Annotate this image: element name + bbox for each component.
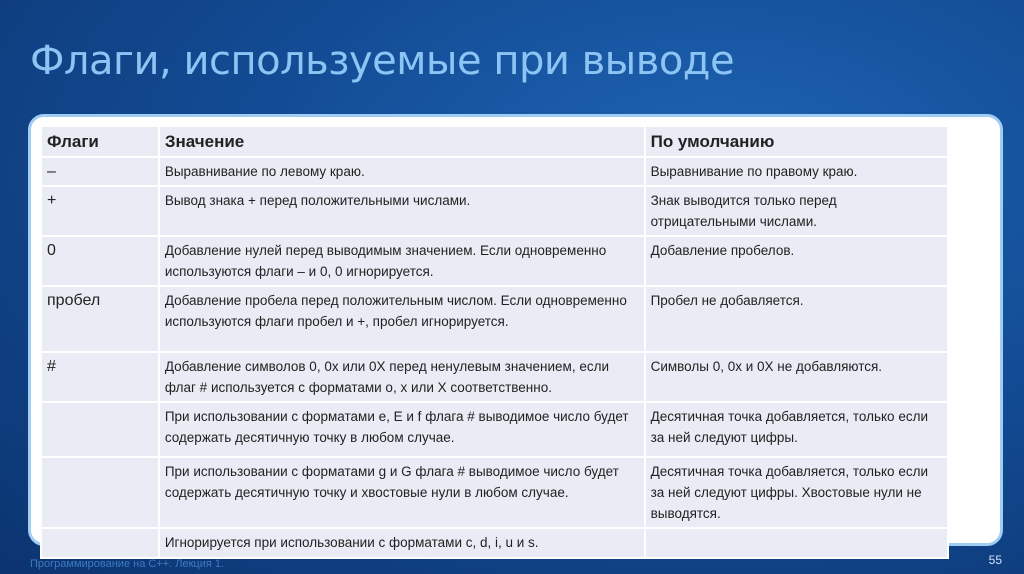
value-cell: Вывод знака + перед положительными числами.: [159, 186, 645, 236]
default-cell: Добавление пробелов.: [645, 236, 948, 286]
flag-cell: 0: [41, 236, 159, 286]
flag-cell: [41, 402, 159, 457]
flag-cell: пробел: [41, 286, 159, 352]
table-row: [41, 157, 948, 186]
header-value: Значение: [159, 126, 645, 157]
flag-cell: #: [41, 352, 159, 402]
value-cell: Добавление нулей перед выводимым значением. Если одновременно используются флаги – и 0, 0 игнорируется.: [159, 236, 645, 286]
default-cell: [645, 528, 948, 558]
flag-cell: –: [41, 157, 159, 186]
footer-text: Программирование на С++. Лекция 1.: [30, 558, 225, 570]
header-default: По умолчанию: [645, 126, 948, 157]
table-row: [41, 286, 948, 352]
page-number: 55: [988, 553, 1002, 567]
table-row: [41, 352, 948, 402]
default-cell: Десятичная точка добавляется, только если за ней следуют цифры. Хвостовые нули не выводятся.: [645, 457, 948, 528]
header-flags: Флаги: [41, 126, 159, 157]
table-row: [41, 236, 948, 286]
value-cell: Выравнивание по левому краю.: [159, 157, 645, 186]
value-cell: При использовании с форматами g и G флага # выводимое число будет содержать десятичную точку и хвостовые нули в любом случае.: [159, 457, 645, 528]
flag-cell: [41, 457, 159, 528]
table-row: [41, 528, 948, 558]
default-cell: Десятичная точка добавляется, только если за ней следуют цифры.: [645, 402, 948, 457]
table-row: [41, 402, 948, 457]
value-cell: Добавление пробела перед положительным числом. Если одновременно используются флаги пробел и +, пробел игнорируется.: [159, 286, 645, 352]
default-cell: Знак выводится только перед отрицательными числами.: [645, 186, 948, 236]
default-cell: Пробел не добавляется.: [645, 286, 948, 352]
flag-cell: [41, 528, 159, 558]
table-row: [41, 186, 948, 236]
table-header-row: [41, 126, 948, 157]
flags-table: [40, 125, 949, 559]
value-cell: При использовании с форматами e, E и f флага # выводимое число будет содержать десятичную точку в любом случае.: [159, 402, 645, 457]
table-row: [41, 457, 948, 528]
value-cell: Добавление символов 0, 0x или 0X перед ненулевым значением, если флаг # используется с форматами o, x или X соответственно.: [159, 352, 645, 402]
value-cell: Игнорируется при использовании с форматами c, d, i, u и s.: [159, 528, 645, 558]
slide-title: Флаги, используемые при выводе: [30, 38, 735, 84]
default-cell: Символы 0, 0x и 0X не добавляются.: [645, 352, 948, 402]
flag-cell: +: [41, 186, 159, 236]
default-cell: Выравнивание по правому краю.: [645, 157, 948, 186]
